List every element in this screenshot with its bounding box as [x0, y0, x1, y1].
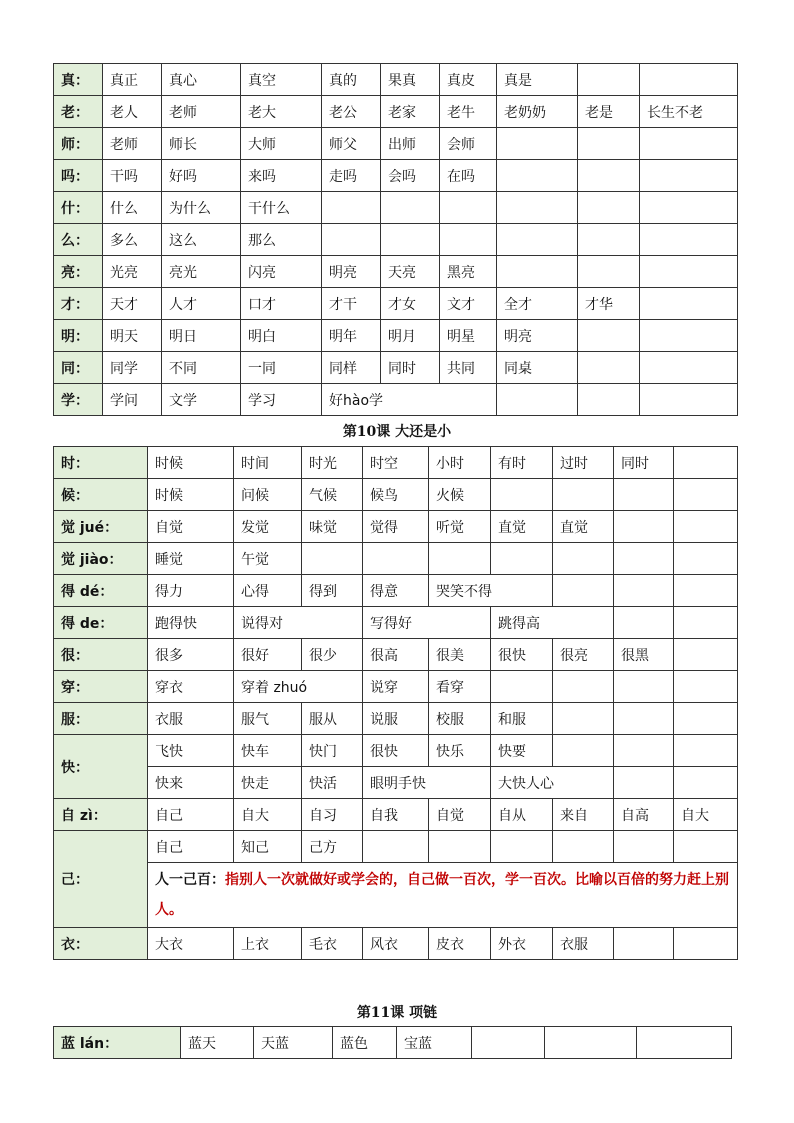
word-cell: 外衣 — [491, 928, 553, 960]
word-cell — [614, 511, 674, 543]
word-cell — [363, 543, 429, 575]
word-cell: 直觉 — [491, 511, 553, 543]
word-cell: 眼明手快 — [363, 767, 491, 799]
word-cell: 宝蓝 — [397, 1027, 472, 1059]
word-cell: 时空 — [363, 447, 429, 479]
word-cell: 好吗 — [162, 160, 241, 192]
word-cell: 皮衣 — [429, 928, 491, 960]
word-cell: 明年 — [322, 320, 381, 352]
word-cell: 不同 — [162, 352, 241, 384]
word-cell: 服从 — [302, 703, 363, 735]
table-row — [54, 224, 738, 256]
row-header: 同： — [54, 352, 103, 384]
table-row — [54, 703, 738, 735]
word-cell: 老师 — [103, 128, 162, 160]
word-cell: 明天 — [103, 320, 162, 352]
word-cell: 会师 — [440, 128, 497, 160]
word-cell: 时候 — [148, 479, 234, 511]
word-cell: 文才 — [440, 288, 497, 320]
word-cell — [640, 128, 738, 160]
word-cell — [497, 192, 578, 224]
word-cell: 风衣 — [363, 928, 429, 960]
word-cell — [614, 928, 674, 960]
word-cell: 跑得快 — [148, 607, 234, 639]
word-cell: 老师 — [162, 96, 241, 128]
word-cell: 得到 — [302, 575, 363, 607]
word-cell: 老人 — [103, 96, 162, 128]
word-cell: 自大 — [234, 799, 302, 831]
word-cell: 自习 — [302, 799, 363, 831]
row-header: 穿： — [54, 671, 148, 703]
word-cell: 跳得高 — [491, 607, 614, 639]
word-cell — [640, 224, 738, 256]
word-cell: 才女 — [381, 288, 440, 320]
word-cell: 明月 — [381, 320, 440, 352]
word-cell: 老是 — [578, 96, 640, 128]
word-cell: 飞快 — [148, 735, 234, 767]
word-cell — [674, 703, 738, 735]
table-row — [54, 288, 738, 320]
word-cell — [578, 256, 640, 288]
row-header: 明： — [54, 320, 103, 352]
word-cell: 得意 — [363, 575, 429, 607]
row-header: 得 de： — [54, 607, 148, 639]
word-cell — [614, 543, 674, 575]
word-cell — [578, 160, 640, 192]
word-cell: 真心 — [162, 64, 241, 96]
row-header: 衣： — [54, 928, 148, 960]
word-cell: 知己 — [234, 831, 302, 863]
word-cell: 老奶奶 — [497, 96, 578, 128]
row-header: 得 dé： — [54, 575, 148, 607]
word-cell: 人才 — [162, 288, 241, 320]
table-row — [54, 928, 738, 960]
word-cell: 会吗 — [381, 160, 440, 192]
table-row — [54, 671, 738, 703]
table-row — [54, 447, 738, 479]
table-row — [54, 831, 738, 863]
word-cell: 天蓝 — [254, 1027, 333, 1059]
row-header: 很： — [54, 639, 148, 671]
word-table-1 — [53, 63, 738, 416]
table-row — [54, 575, 738, 607]
word-cell: 说服 — [363, 703, 429, 735]
lesson-11-title: 第11课 项链 — [356, 1005, 438, 1021]
word-cell: 有时 — [491, 447, 553, 479]
word-cell: 快门 — [302, 735, 363, 767]
word-cell: 上衣 — [234, 928, 302, 960]
table-row — [54, 1027, 732, 1059]
table-row — [54, 256, 738, 288]
table-row — [54, 64, 738, 96]
word-cell: 时光 — [302, 447, 363, 479]
word-cell — [578, 64, 640, 96]
table-row — [54, 479, 738, 511]
table-row — [54, 192, 738, 224]
word-cell: 时间 — [234, 447, 302, 479]
word-cell — [674, 543, 738, 575]
word-cell — [674, 511, 738, 543]
word-cell: 才华 — [578, 288, 640, 320]
word-cell — [440, 224, 497, 256]
table-row — [54, 128, 738, 160]
word-cell: 穿衣 — [148, 671, 234, 703]
word-cell: 过时 — [553, 447, 614, 479]
word-cell: 服气 — [234, 703, 302, 735]
word-table-lesson-11 — [53, 1026, 732, 1059]
word-cell — [440, 192, 497, 224]
word-cell: 毛衣 — [302, 928, 363, 960]
word-cell: 一同 — [241, 352, 322, 384]
word-cell — [674, 447, 738, 479]
row-header: 自 zì： — [54, 799, 148, 831]
table-row — [54, 767, 738, 799]
word-cell: 真的 — [322, 64, 381, 96]
idiom-explanation — [148, 863, 738, 928]
table-row — [54, 543, 738, 575]
row-header: 蓝 lán： — [54, 1027, 181, 1059]
word-cell — [491, 479, 553, 511]
row-header: 觉 jué： — [54, 511, 148, 543]
word-cell: 很少 — [302, 639, 363, 671]
table-row — [54, 352, 738, 384]
row-header: 亮： — [54, 256, 103, 288]
table-row — [54, 160, 738, 192]
word-cell: 校服 — [429, 703, 491, 735]
word-cell: 光亮 — [103, 256, 162, 288]
word-cell: 快车 — [234, 735, 302, 767]
word-cell — [640, 160, 738, 192]
row-header: 么： — [54, 224, 103, 256]
word-cell — [553, 479, 614, 511]
word-cell: 很黑 — [614, 639, 674, 671]
word-cell — [553, 703, 614, 735]
word-table-lesson-10 — [53, 446, 738, 960]
table-row — [54, 639, 738, 671]
word-cell: 很高 — [363, 639, 429, 671]
word-cell — [381, 224, 440, 256]
word-cell: 全才 — [497, 288, 578, 320]
word-cell: 很快 — [491, 639, 553, 671]
lesson-10-title: 第10课 大还是小 — [342, 424, 452, 440]
row-header: 师： — [54, 128, 103, 160]
word-cell — [614, 703, 674, 735]
word-cell: 那么 — [241, 224, 322, 256]
word-cell: 天才 — [103, 288, 162, 320]
word-cell — [322, 192, 381, 224]
word-cell — [429, 543, 491, 575]
word-cell: 自大 — [674, 799, 738, 831]
table-row — [54, 320, 738, 352]
word-cell: 看穿 — [429, 671, 491, 703]
row-header: 才： — [54, 288, 103, 320]
row-header: 时： — [54, 447, 148, 479]
word-cell — [578, 352, 640, 384]
word-cell: 明亮 — [322, 256, 381, 288]
word-cell: 真空 — [241, 64, 322, 96]
word-cell: 味觉 — [302, 511, 363, 543]
word-cell: 才干 — [322, 288, 381, 320]
word-cell: 同桌 — [497, 352, 578, 384]
word-cell: 同样 — [322, 352, 381, 384]
word-cell: 小时 — [429, 447, 491, 479]
word-cell: 干吗 — [103, 160, 162, 192]
word-cell: 同时 — [381, 352, 440, 384]
word-cell: 口才 — [241, 288, 322, 320]
word-cell — [674, 479, 738, 511]
word-cell: 黑亮 — [440, 256, 497, 288]
word-cell: 出师 — [381, 128, 440, 160]
word-cell: 长生不老 — [640, 96, 738, 128]
word-cell: 果真 — [381, 64, 440, 96]
word-cell: 亮光 — [162, 256, 241, 288]
table-row — [54, 735, 738, 767]
word-cell: 听觉 — [429, 511, 491, 543]
word-cell: 快乐 — [429, 735, 491, 767]
word-cell — [545, 1027, 637, 1059]
word-cell — [497, 128, 578, 160]
word-cell: 和服 — [491, 703, 553, 735]
word-cell: 很好 — [234, 639, 302, 671]
word-cell: 说穿 — [363, 671, 429, 703]
word-cell — [497, 224, 578, 256]
word-cell: 气候 — [302, 479, 363, 511]
row-header: 觉 jiào： — [54, 543, 148, 575]
word-cell: 天亮 — [381, 256, 440, 288]
word-cell: 自从 — [491, 799, 553, 831]
word-cell: 真正 — [103, 64, 162, 96]
word-cell — [640, 352, 738, 384]
word-cell: 蓝色 — [333, 1027, 397, 1059]
idiom-term: 人一己百： — [155, 872, 225, 888]
word-cell — [472, 1027, 545, 1059]
row-header: 吗： — [54, 160, 103, 192]
word-cell: 问候 — [234, 479, 302, 511]
word-cell: 快来 — [148, 767, 234, 799]
word-cell — [322, 224, 381, 256]
word-cell: 在吗 — [440, 160, 497, 192]
word-cell: 说得对 — [234, 607, 363, 639]
word-cell: 觉得 — [363, 511, 429, 543]
idiom-meaning: 指别人一次就做好或学会的，自己做一百次，学一百次。比喻以百倍的努力赶上别人。 — [155, 872, 729, 918]
word-cell — [302, 543, 363, 575]
word-cell: 快要 — [491, 735, 553, 767]
word-cell: 师父 — [322, 128, 381, 160]
word-cell: 发觉 — [234, 511, 302, 543]
word-cell: 干什么 — [241, 192, 322, 224]
word-cell: 大师 — [241, 128, 322, 160]
word-cell: 直觉 — [553, 511, 614, 543]
word-cell: 心得 — [234, 575, 302, 607]
table-row — [54, 863, 738, 928]
word-cell: 得力 — [148, 575, 234, 607]
word-cell: 自己 — [148, 831, 234, 863]
word-cell: 明白 — [241, 320, 322, 352]
word-cell — [674, 639, 738, 671]
row-header: 什： — [54, 192, 103, 224]
row-header: 学： — [54, 384, 103, 416]
word-cell: 同时 — [614, 447, 674, 479]
word-cell: 什么 — [103, 192, 162, 224]
word-cell: 蓝天 — [181, 1027, 254, 1059]
word-cell: 这么 — [162, 224, 241, 256]
word-cell: 老公 — [322, 96, 381, 128]
word-cell — [640, 320, 738, 352]
word-cell: 自我 — [363, 799, 429, 831]
word-cell: 来吗 — [241, 160, 322, 192]
word-cell: 大快人心 — [491, 767, 614, 799]
word-cell: 来自 — [553, 799, 614, 831]
word-cell: 火候 — [429, 479, 491, 511]
row-header: 己： — [54, 831, 148, 928]
word-cell: 很美 — [429, 639, 491, 671]
word-cell — [497, 256, 578, 288]
word-cell: 自高 — [614, 799, 674, 831]
word-cell: 同学 — [103, 352, 162, 384]
word-cell — [640, 192, 738, 224]
word-cell — [497, 160, 578, 192]
word-cell: 为什么 — [162, 192, 241, 224]
word-cell: 自觉 — [148, 511, 234, 543]
word-cell: 快走 — [234, 767, 302, 799]
word-cell: 走吗 — [322, 160, 381, 192]
table-row — [54, 511, 738, 543]
word-cell: 快活 — [302, 767, 363, 799]
word-cell: 师长 — [162, 128, 241, 160]
word-cell: 学问 — [103, 384, 162, 416]
word-cell: 午觉 — [234, 543, 302, 575]
word-cell — [578, 320, 640, 352]
row-header: 老： — [54, 96, 103, 128]
word-cell: 真皮 — [440, 64, 497, 96]
word-cell — [614, 479, 674, 511]
word-cell — [578, 192, 640, 224]
word-cell: 真是 — [497, 64, 578, 96]
word-cell: 老家 — [381, 96, 440, 128]
word-cell: 明亮 — [497, 320, 578, 352]
word-cell: 多么 — [103, 224, 162, 256]
table-row — [54, 96, 738, 128]
word-cell: 穿着 zhuó — [234, 671, 363, 703]
word-cell: 时候 — [148, 447, 234, 479]
word-cell: 衣服 — [148, 703, 234, 735]
table-row — [54, 607, 738, 639]
word-cell — [553, 543, 614, 575]
word-cell: 共同 — [440, 352, 497, 384]
table-row — [54, 384, 738, 416]
word-cell — [674, 928, 738, 960]
word-cell: 候鸟 — [363, 479, 429, 511]
word-cell: 自己 — [148, 799, 234, 831]
word-cell: 大衣 — [148, 928, 234, 960]
word-cell: 老牛 — [440, 96, 497, 128]
word-cell — [381, 192, 440, 224]
row-header: 候： — [54, 479, 148, 511]
word-cell: 自觉 — [429, 799, 491, 831]
word-cell — [640, 256, 738, 288]
row-header: 服： — [54, 703, 148, 735]
word-cell: 老大 — [241, 96, 322, 128]
word-cell — [640, 64, 738, 96]
word-cell: 衣服 — [553, 928, 614, 960]
word-cell — [640, 288, 738, 320]
word-cell: 明日 — [162, 320, 241, 352]
word-cell: 好hào学 — [322, 384, 497, 416]
word-cell: 哭笑不得 — [429, 575, 553, 607]
word-cell: 很亮 — [553, 639, 614, 671]
row-header: 真： — [54, 64, 103, 96]
word-cell: 闪亮 — [241, 256, 322, 288]
word-cell — [578, 128, 640, 160]
word-cell: 明星 — [440, 320, 497, 352]
word-cell: 很多 — [148, 639, 234, 671]
word-cell: 睡觉 — [148, 543, 234, 575]
word-cell — [637, 1027, 732, 1059]
word-cell: 写得好 — [363, 607, 491, 639]
row-header: 快： — [54, 735, 148, 799]
word-cell: 学习 — [241, 384, 322, 416]
word-cell: 很快 — [363, 735, 429, 767]
word-cell: 己方 — [302, 831, 363, 863]
word-cell — [578, 224, 640, 256]
table-row — [54, 799, 738, 831]
word-cell: 文学 — [162, 384, 241, 416]
word-cell — [491, 543, 553, 575]
